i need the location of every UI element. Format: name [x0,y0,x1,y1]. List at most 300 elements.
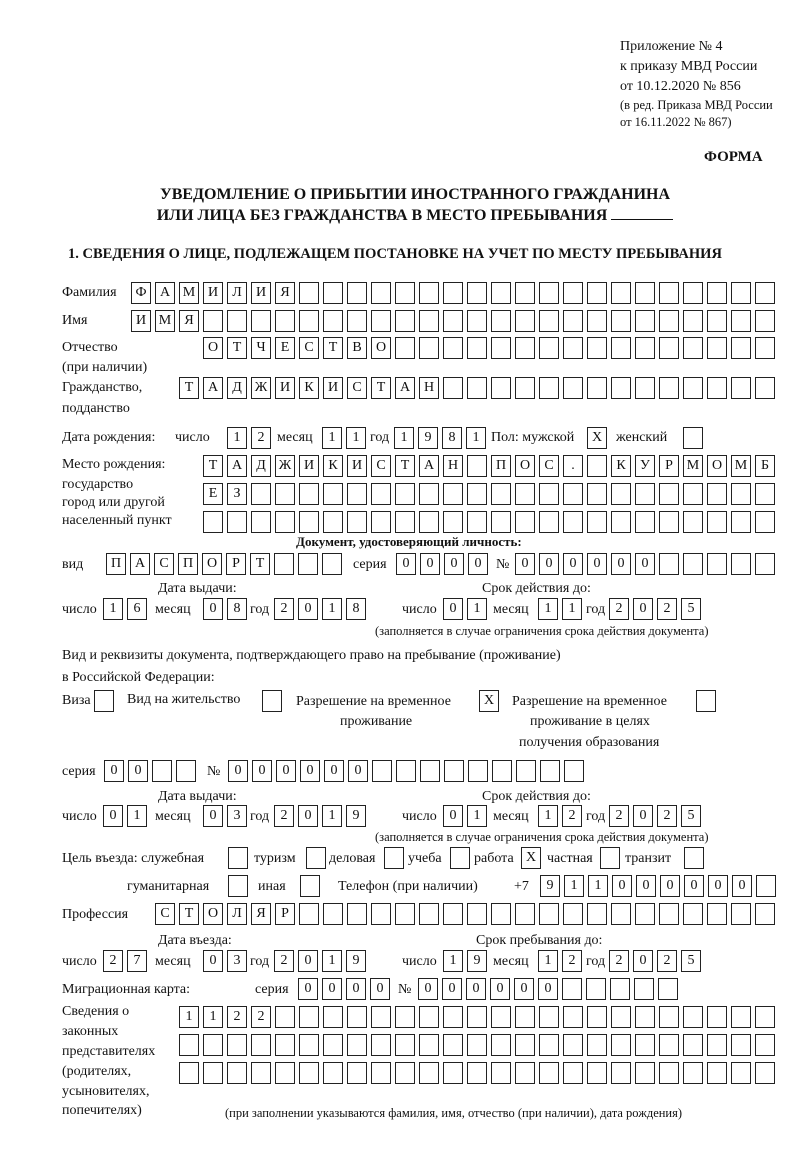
char-cell[interactable] [371,1006,391,1028]
char-cell[interactable]: Д [227,377,247,399]
char-cell[interactable] [659,1062,679,1084]
char-cell[interactable] [684,847,704,869]
char-cell[interactable]: 0 [636,875,656,897]
char-cell[interactable]: 0 [322,978,342,1000]
char-cell[interactable]: 1 [322,427,342,449]
char-cell[interactable] [731,483,751,505]
char-cell[interactable] [515,310,535,332]
char-cell[interactable] [443,1034,463,1056]
char-cell[interactable]: 1 [103,598,123,620]
sex-female-checkbox[interactable] [683,427,707,449]
char-cell[interactable] [347,1062,367,1084]
char-cell[interactable]: 0 [276,760,296,782]
char-cell[interactable] [228,847,248,869]
profession-field[interactable] [155,903,779,925]
char-cell[interactable]: Н [443,455,463,477]
char-cell[interactable] [563,282,583,304]
char-cell[interactable]: 0 [252,760,272,782]
char-cell[interactable]: 0 [442,978,462,1000]
representatives-line2[interactable] [179,1034,779,1056]
char-cell[interactable]: 0 [612,875,632,897]
char-cell[interactable] [539,1006,559,1028]
char-cell[interactable] [683,282,703,304]
char-cell[interactable] [299,511,319,533]
char-cell[interactable]: 0 [203,950,223,972]
purpose-transit-checkbox[interactable] [684,847,708,869]
char-cell[interactable]: 0 [370,978,390,1000]
char-cell[interactable]: З [227,483,247,505]
char-cell[interactable] [659,310,679,332]
char-cell[interactable] [491,282,511,304]
char-cell[interactable]: 0 [348,760,368,782]
char-cell[interactable] [450,847,470,869]
char-cell[interactable] [467,903,487,925]
char-cell[interactable] [275,1034,295,1056]
char-cell[interactable] [251,483,271,505]
char-cell[interactable]: 2 [657,805,677,827]
char-cell[interactable] [611,511,631,533]
residence-permit-checkbox[interactable] [262,690,286,712]
char-cell[interactable] [275,483,295,505]
char-cell[interactable]: И [251,282,271,304]
char-cell[interactable] [515,337,535,359]
char-cell[interactable] [299,310,319,332]
char-cell[interactable]: 0 [611,553,631,575]
char-cell[interactable]: О [202,553,222,575]
char-cell[interactable]: 0 [298,805,318,827]
char-cell[interactable]: С [371,455,391,477]
char-cell[interactable] [443,903,463,925]
char-cell[interactable]: С [154,553,174,575]
char-cell[interactable]: Т [323,337,343,359]
representatives-line3[interactable] [179,1062,779,1084]
char-cell[interactable] [563,377,583,399]
char-cell[interactable] [227,310,247,332]
char-cell[interactable] [683,1062,703,1084]
char-cell[interactable]: 0 [298,598,318,620]
char-cell[interactable] [371,511,391,533]
char-cell[interactable]: 0 [732,875,752,897]
char-cell[interactable] [467,511,487,533]
char-cell[interactable]: А [419,455,439,477]
char-cell[interactable] [251,310,271,332]
char-cell[interactable]: Е [275,337,295,359]
char-cell[interactable]: 2 [274,598,294,620]
char-cell[interactable]: М [179,282,199,304]
char-cell[interactable] [755,903,775,925]
char-cell[interactable]: 9 [346,950,366,972]
char-cell[interactable] [634,978,654,1000]
char-cell[interactable]: 2 [657,950,677,972]
char-cell[interactable] [659,1006,679,1028]
char-cell[interactable] [179,1034,199,1056]
char-cell[interactable]: 1 [466,427,486,449]
char-cell[interactable]: Я [275,282,295,304]
char-cell[interactable] [203,1034,223,1056]
char-cell[interactable]: Т [179,903,199,925]
char-cell[interactable]: О [371,337,391,359]
char-cell[interactable] [635,337,655,359]
char-cell[interactable]: М [731,455,751,477]
char-cell[interactable]: 0 [490,978,510,1000]
char-cell[interactable] [683,553,703,575]
char-cell[interactable] [659,553,679,575]
char-cell[interactable] [731,553,751,575]
char-cell[interactable]: П [106,553,126,575]
char-cell[interactable] [491,511,511,533]
char-cell[interactable] [539,377,559,399]
phone-field[interactable] [540,875,780,897]
char-cell[interactable] [659,282,679,304]
char-cell[interactable] [755,377,775,399]
char-cell[interactable] [707,310,727,332]
char-cell[interactable] [443,1006,463,1028]
char-cell[interactable] [635,310,655,332]
char-cell[interactable]: 8 [442,427,462,449]
char-cell[interactable]: 1 [467,598,487,620]
char-cell[interactable] [323,1062,343,1084]
char-cell[interactable] [300,875,320,897]
char-cell[interactable] [755,553,775,575]
char-cell[interactable]: О [707,455,727,477]
char-cell[interactable] [491,1062,511,1084]
char-cell[interactable]: 0 [443,598,463,620]
char-cell[interactable]: Т [371,377,391,399]
char-cell[interactable] [611,1034,631,1056]
char-cell[interactable] [275,1006,295,1028]
char-cell[interactable] [347,1006,367,1028]
char-cell[interactable] [539,337,559,359]
char-cell[interactable] [539,1034,559,1056]
char-cell[interactable] [731,377,751,399]
char-cell[interactable] [707,377,727,399]
char-cell[interactable]: 0 [708,875,728,897]
char-cell[interactable] [563,1006,583,1028]
char-cell[interactable]: 9 [418,427,438,449]
char-cell[interactable] [755,1006,775,1028]
char-cell[interactable]: Ч [251,337,271,359]
char-cell[interactable]: 0 [514,978,534,1000]
char-cell[interactable] [467,377,487,399]
char-cell[interactable] [371,282,391,304]
char-cell[interactable] [299,483,319,505]
char-cell[interactable] [611,337,631,359]
char-cell[interactable]: А [395,377,415,399]
char-cell[interactable] [443,310,463,332]
char-cell[interactable] [467,1034,487,1056]
char-cell[interactable] [419,1034,439,1056]
char-cell[interactable] [323,483,343,505]
char-cell[interactable] [323,903,343,925]
char-cell[interactable] [683,310,703,332]
char-cell[interactable]: Н [419,377,439,399]
char-cell[interactable] [562,978,582,1000]
char-cell[interactable]: 0 [418,978,438,1000]
char-cell[interactable] [371,310,391,332]
entry-month-field[interactable] [203,950,251,972]
char-cell[interactable] [347,310,367,332]
char-cell[interactable]: 0 [324,760,344,782]
char-cell[interactable] [563,483,583,505]
char-cell[interactable]: 0 [203,805,223,827]
char-cell[interactable]: 9 [540,875,560,897]
char-cell[interactable]: И [323,377,343,399]
char-cell[interactable] [419,1006,439,1028]
char-cell[interactable]: 0 [633,805,653,827]
char-cell[interactable]: 0 [468,553,488,575]
char-cell[interactable] [659,377,679,399]
char-cell[interactable] [755,337,775,359]
char-cell[interactable] [755,511,775,533]
stay-series-field[interactable] [104,760,200,782]
char-cell[interactable] [611,1006,631,1028]
char-cell[interactable] [755,310,775,332]
char-cell[interactable] [420,760,440,782]
char-cell[interactable]: 0 [466,978,486,1000]
char-cell[interactable]: 1 [127,805,147,827]
char-cell[interactable]: X [521,847,541,869]
char-cell[interactable]: 2 [274,950,294,972]
valid-month-field[interactable] [538,598,586,620]
char-cell[interactable] [658,978,678,1000]
char-cell[interactable]: 3 [227,805,247,827]
stay-year-field[interactable] [609,950,705,972]
issue-month-field[interactable] [203,805,251,827]
birthplace-line2[interactable] [203,483,779,505]
char-cell[interactable]: 1 [562,598,582,620]
char-cell[interactable] [586,978,606,1000]
char-cell[interactable]: 0 [515,553,535,575]
char-cell[interactable] [587,377,607,399]
char-cell[interactable]: Ж [251,377,271,399]
char-cell[interactable] [515,903,535,925]
purpose-service-checkbox[interactable] [228,847,252,869]
purpose-other-checkbox[interactable] [300,875,324,897]
char-cell[interactable] [635,511,655,533]
char-cell[interactable] [396,760,416,782]
char-cell[interactable]: 1 [538,950,558,972]
char-cell[interactable] [94,690,114,712]
char-cell[interactable] [635,282,655,304]
char-cell[interactable]: 0 [128,760,148,782]
char-cell[interactable]: О [203,337,223,359]
char-cell[interactable] [251,1034,271,1056]
valid-month-field[interactable] [538,805,586,827]
char-cell[interactable]: 0 [635,553,655,575]
char-cell[interactable] [203,310,223,332]
char-cell[interactable] [515,1034,535,1056]
char-cell[interactable]: Л [227,903,247,925]
char-cell[interactable] [731,903,751,925]
char-cell[interactable] [299,282,319,304]
char-cell[interactable] [203,1062,223,1084]
char-cell[interactable] [635,1062,655,1084]
char-cell[interactable] [347,511,367,533]
surname-field[interactable] [131,282,779,304]
char-cell[interactable] [323,1006,343,1028]
char-cell[interactable]: 0 [660,875,680,897]
char-cell[interactable] [323,1034,343,1056]
char-cell[interactable] [275,1062,295,1084]
char-cell[interactable]: 2 [609,598,629,620]
id-doc-series-field[interactable] [396,553,492,575]
char-cell[interactable] [587,1006,607,1028]
char-cell[interactable]: Д [251,455,271,477]
char-cell[interactable]: 8 [346,598,366,620]
char-cell[interactable] [731,1006,751,1028]
char-cell[interactable] [587,511,607,533]
char-cell[interactable]: 2 [251,427,271,449]
migration-series-field[interactable] [298,978,394,1000]
name-field[interactable] [131,310,779,332]
char-cell[interactable] [563,1034,583,1056]
char-cell[interactable]: Е [203,483,223,505]
char-cell[interactable]: 0 [443,805,463,827]
char-cell[interactable] [731,337,751,359]
char-cell[interactable] [539,310,559,332]
id-doc-number-field[interactable] [515,553,779,575]
char-cell[interactable]: 9 [346,805,366,827]
char-cell[interactable]: 2 [227,1006,247,1028]
char-cell[interactable] [587,1034,607,1056]
valid-day-field[interactable] [443,805,491,827]
char-cell[interactable]: 0 [203,598,223,620]
char-cell[interactable]: 1 [394,427,414,449]
char-cell[interactable]: 0 [633,950,653,972]
char-cell[interactable] [371,903,391,925]
char-cell[interactable] [299,1062,319,1084]
char-cell[interactable]: Б [755,455,775,477]
char-cell[interactable] [563,337,583,359]
edu-residence-checkbox[interactable] [696,690,720,712]
valid-year-field[interactable] [609,805,705,827]
issue-month-field[interactable] [203,598,251,620]
char-cell[interactable]: 2 [274,805,294,827]
char-cell[interactable] [539,1062,559,1084]
char-cell[interactable] [274,553,294,575]
char-cell[interactable] [491,903,511,925]
issue-day-field[interactable] [103,805,151,827]
char-cell[interactable]: 2 [609,805,629,827]
char-cell[interactable] [587,483,607,505]
char-cell[interactable] [659,1034,679,1056]
char-cell[interactable]: 9 [467,950,487,972]
char-cell[interactable] [707,1062,727,1084]
char-cell[interactable] [444,760,464,782]
char-cell[interactable]: П [178,553,198,575]
temp-residence-checkbox[interactable] [479,690,503,712]
char-cell[interactable]: 1 [467,805,487,827]
char-cell[interactable] [323,310,343,332]
char-cell[interactable] [419,310,439,332]
char-cell[interactable]: Т [250,553,270,575]
char-cell[interactable] [347,282,367,304]
char-cell[interactable]: С [539,455,559,477]
char-cell[interactable] [707,282,727,304]
char-cell[interactable]: У [635,455,655,477]
char-cell[interactable] [683,1006,703,1028]
place-blank[interactable] [611,205,673,220]
char-cell[interactable]: 0 [444,553,464,575]
char-cell[interactable]: О [203,903,223,925]
char-cell[interactable] [371,1062,391,1084]
birth-day-field[interactable] [227,427,275,449]
migration-number-field[interactable] [418,978,682,1000]
char-cell[interactable]: Я [251,903,271,925]
char-cell[interactable]: А [227,455,247,477]
char-cell[interactable]: 5 [681,950,701,972]
char-cell[interactable] [372,760,392,782]
char-cell[interactable]: 2 [251,1006,271,1028]
char-cell[interactable] [275,310,295,332]
entry-day-field[interactable] [103,950,151,972]
id-doc-type-field[interactable] [106,553,346,575]
char-cell[interactable] [683,1034,703,1056]
char-cell[interactable] [203,511,223,533]
char-cell[interactable] [515,511,535,533]
char-cell[interactable]: С [347,377,367,399]
char-cell[interactable] [395,1006,415,1028]
char-cell[interactable] [251,1062,271,1084]
char-cell[interactable]: Ф [131,282,151,304]
char-cell[interactable]: 1 [346,427,366,449]
char-cell[interactable] [467,1006,487,1028]
char-cell[interactable] [227,1034,247,1056]
valid-year-field[interactable] [609,598,705,620]
char-cell[interactable]: Л [227,282,247,304]
issue-year-field[interactable] [274,805,370,827]
char-cell[interactable] [371,1034,391,1056]
char-cell[interactable] [611,1062,631,1084]
char-cell[interactable] [467,282,487,304]
char-cell[interactable] [611,282,631,304]
char-cell[interactable] [610,978,630,1000]
char-cell[interactable] [347,1034,367,1056]
char-cell[interactable] [563,511,583,533]
char-cell[interactable] [275,511,295,533]
char-cell[interactable] [731,1062,751,1084]
purpose-private-checkbox[interactable] [600,847,624,869]
char-cell[interactable] [419,1062,439,1084]
char-cell[interactable] [707,511,727,533]
char-cell[interactable]: 1 [564,875,584,897]
purpose-tourism-checkbox[interactable] [306,847,330,869]
char-cell[interactable] [306,847,326,869]
char-cell[interactable]: 5 [681,805,701,827]
char-cell[interactable] [419,337,439,359]
birth-year-field[interactable] [394,427,490,449]
char-cell[interactable]: X [587,427,607,449]
char-cell[interactable] [227,1062,247,1084]
char-cell[interactable] [683,903,703,925]
char-cell[interactable] [262,690,282,712]
char-cell[interactable]: И [347,455,367,477]
char-cell[interactable]: 2 [562,805,582,827]
char-cell[interactable] [731,310,751,332]
char-cell[interactable]: К [323,455,343,477]
char-cell[interactable]: 0 [684,875,704,897]
char-cell[interactable]: Т [179,377,199,399]
char-cell[interactable] [756,875,776,897]
char-cell[interactable]: 3 [227,950,247,972]
char-cell[interactable] [755,483,775,505]
char-cell[interactable] [419,511,439,533]
purpose-study-checkbox[interactable] [450,847,474,869]
char-cell[interactable] [443,377,463,399]
valid-day-field[interactable] [443,598,491,620]
char-cell[interactable] [467,310,487,332]
char-cell[interactable]: П [491,455,511,477]
